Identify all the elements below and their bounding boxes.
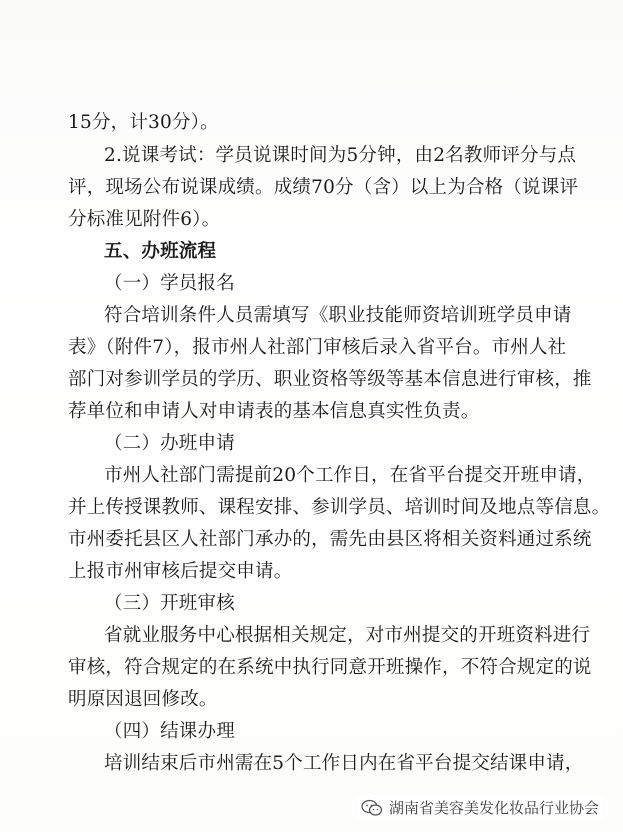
watermark [357, 795, 603, 820]
wechat-icon [361, 799, 383, 817]
subsection-heading: （三）开班审核 [104, 593, 235, 614]
text-line: 评，现场公布说课成绩。成绩70分（含）以上为合格（说课评 [68, 177, 579, 198]
text-line: 审核，符合规定的在系统中执行同意开班操作，不符合规定的说 [68, 657, 592, 678]
text-line: 市州人社部门需提前20个工作日，在省平台提交开班申请， [104, 465, 596, 486]
subsection-heading: （二）办班申请 [104, 433, 235, 454]
text-line: 培训结束后市州需在5个工作日内在省平台提交结课申请， [104, 753, 584, 774]
text-line: 荐单位和申请人对申请表的基本信息真实性负责。 [68, 401, 480, 422]
text-line: 省就业服务中心根据相关规定，对市州提交的开班资料进行 [104, 625, 591, 646]
text-line: 符合培训条件人员需填写《职业技能师资培训班学员申请 [104, 305, 572, 326]
text-line: 市州委托县区人社部门承办的，需先由县区将相关资料通过系统 [68, 529, 592, 550]
text-line: 2.说课考试：学员说课时间为5分钟，由2名教师评分与点 [104, 145, 577, 166]
text-line: 并上传授课教师、课程安排、参训学员、培训时间及地点等信息。 [68, 497, 611, 518]
text-line: 15分，计30分）。 [68, 112, 219, 133]
text-line: 明原因退回修改。 [68, 689, 218, 710]
text-line: 分标准见附件6）。 [68, 209, 221, 230]
text-line: 表》（附件7），报市州人社部门审核后录入省平台。市州人社 [68, 337, 567, 358]
text-line: 部门对参训学员的学历、职业资格等级等基本信息进行审核，推 [68, 369, 592, 390]
text-line: 上报市州审核后提交申请。 [68, 561, 293, 582]
subsection-heading: （四）结课办理 [104, 721, 235, 742]
watermark-text: 湖南省美容美发化妆品行业协会 [388, 799, 599, 817]
subsection-heading: （一）学员报名 [104, 273, 235, 294]
section-heading: 五、办班流程 [104, 241, 217, 262]
